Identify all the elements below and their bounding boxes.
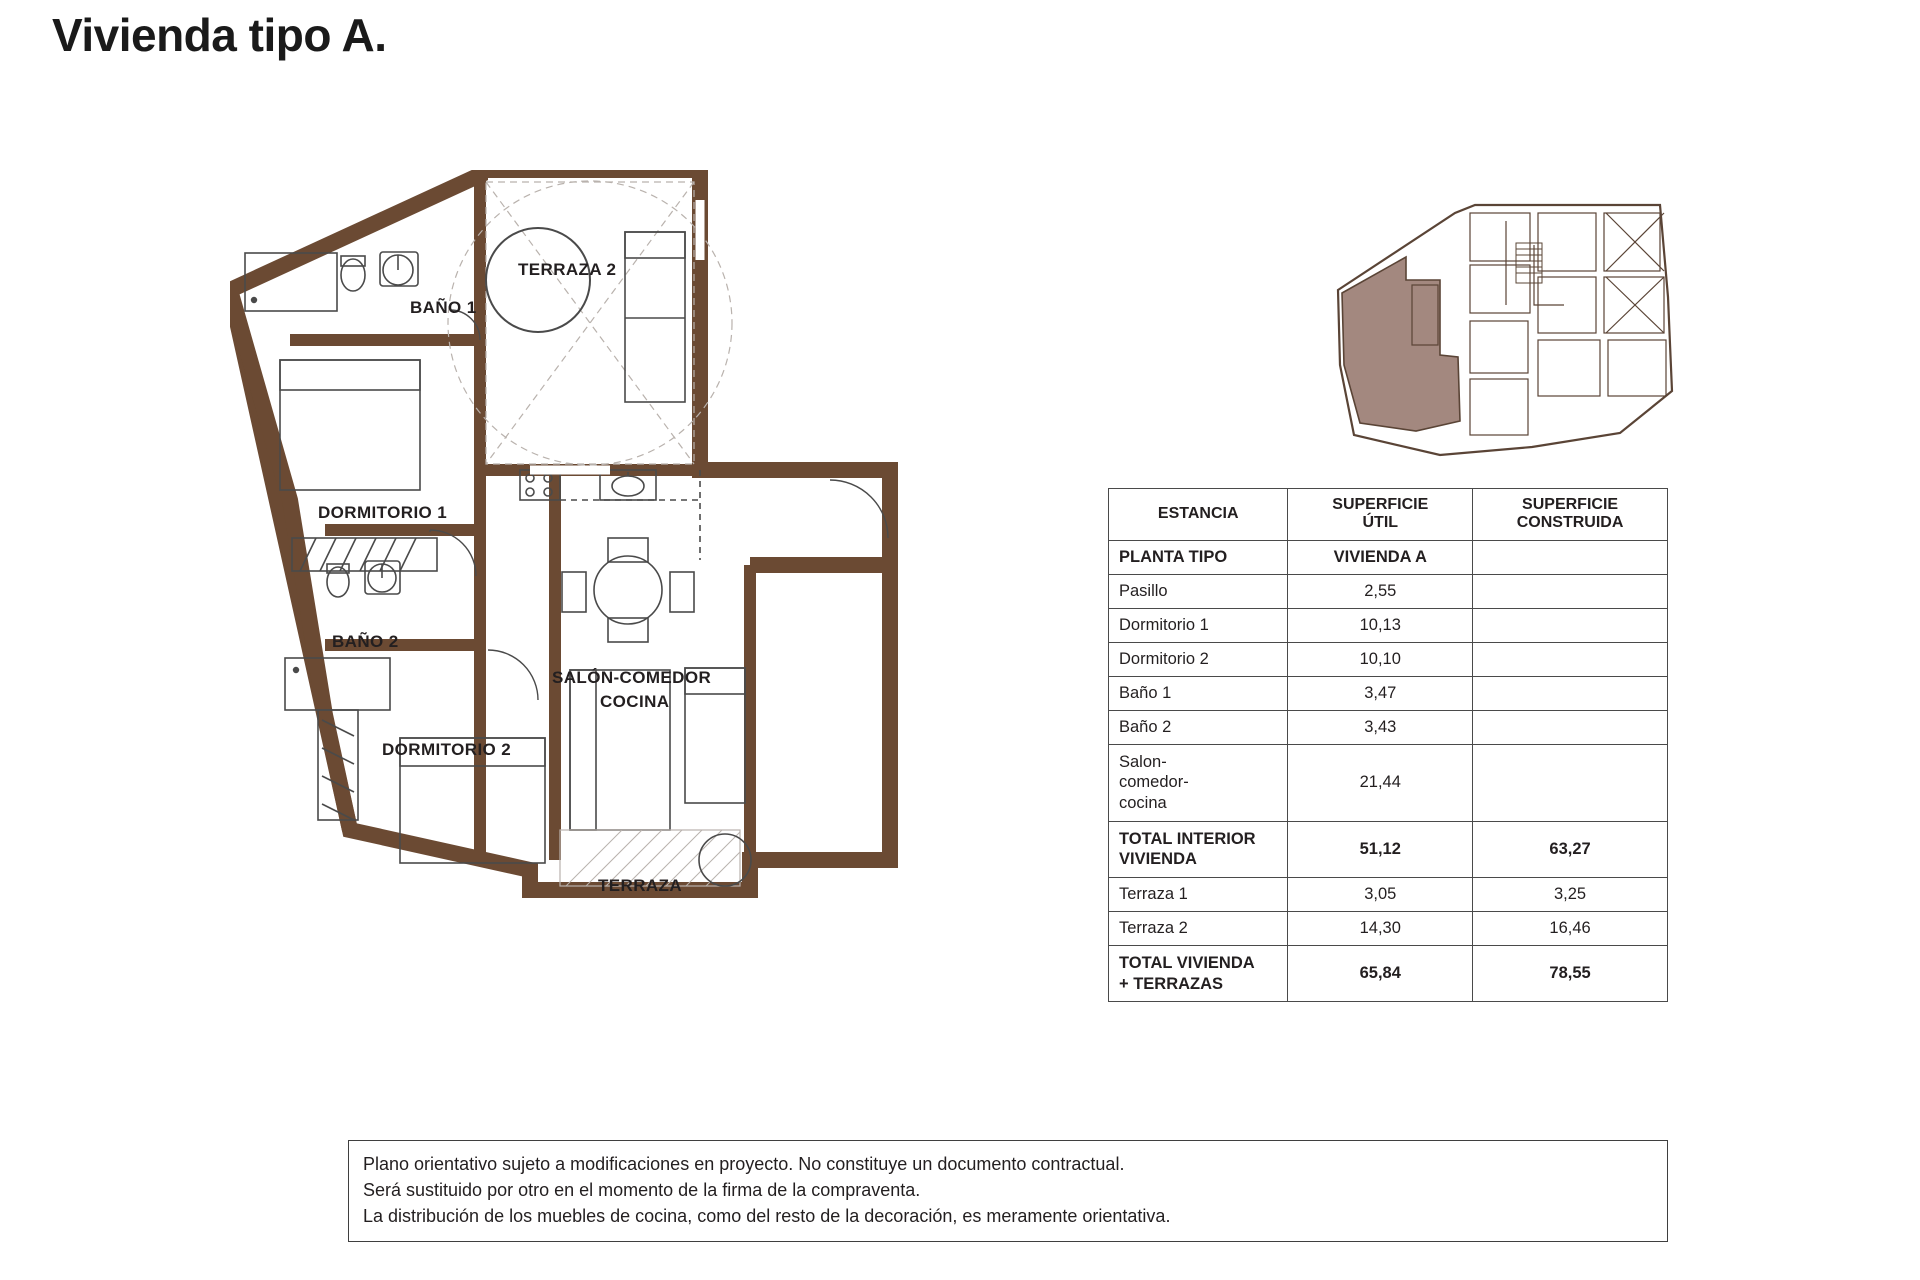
room-label-terraza-1: TERRAZA [598,876,683,895]
table-row [1109,642,1668,676]
table-row [1109,710,1668,744]
disclaimer-line-2: Será sustituido por otro en el momento de la firma de la compraventa. [363,1180,921,1201]
areas-table [1108,488,1668,1002]
key-site-plan [1320,185,1680,475]
dining-set-icon [562,538,694,642]
cell-superficie-util: 65,84 [1288,945,1473,1001]
cell-superficie-construida: 63,27 [1473,821,1668,877]
cell-superficie-construida: 78,55 [1473,945,1668,1001]
room-label-bano-1: BAÑO 1 [410,298,477,317]
cell-room-name: TOTAL VIVIENDA + TERRAZAS [1109,945,1288,1001]
table-header-row [1109,489,1668,541]
bano-1-fixtures [245,252,418,311]
cell-superficie-construida [1473,744,1668,821]
cell-room-name: Pasillo [1109,574,1288,608]
cell-superficie-construida [1473,574,1668,608]
cell-superficie-util: 3,47 [1288,676,1473,710]
cell-superficie-util: 10,13 [1288,608,1473,642]
terrace-sofa-icon [625,232,685,402]
cell-superficie-util: 2,55 [1288,574,1473,608]
room-label-bano-2: BAÑO 2 [332,632,399,651]
header-superficie-construida [1473,489,1668,541]
cell-room-name: Dormitorio 2 [1109,642,1288,676]
header-superficie-util [1288,489,1473,541]
disclaimer-line-1: Plano orientativo sujeto a modificaciones en proyecto. No constituye un documento contractual. [363,1154,1125,1174]
plan-doors [430,310,888,700]
page-title: Vivienda tipo A. [52,9,387,61]
table-row [1109,911,1668,945]
table-row [1109,945,1668,1001]
cell-superficie-util: 51,12 [1288,821,1473,877]
header-estancia: ESTANCIA [1109,489,1288,541]
table-row [1109,821,1668,877]
section-value: VIVIENDA A [1288,540,1473,574]
disclaimer-box [348,1140,1668,1242]
room-label-terraza-2: TERRAZA 2 [518,260,617,279]
cell-room-name: Salon- comedor- cocina [1109,744,1288,821]
table-row [1109,744,1668,821]
cell-superficie-util: 21,44 [1288,744,1473,821]
areas-table-wrapper [1108,488,1668,1002]
terrace-table-icon [486,228,590,332]
header-constr-line1: SUPERFICIE [1522,496,1619,513]
floor-plan-drawing [230,170,1130,970]
areas-table-body [1109,540,1668,1001]
terraza-2-area [448,181,732,465]
cocina-furniture [520,470,700,560]
cell-room-name: Terraza 2 [1109,911,1288,945]
section-empty [1473,540,1668,574]
cell-room-name: Terraza 1 [1109,877,1288,911]
cell-superficie-construida [1473,608,1668,642]
cell-superficie-util: 10,10 [1288,642,1473,676]
cell-room-name: Baño 1 [1109,676,1288,710]
table-row [1109,608,1668,642]
header-util-line1: SUPERFICIE [1332,496,1429,513]
section-label: PLANTA TIPO [1109,540,1288,574]
cell-superficie-construida: 3,25 [1473,877,1668,911]
keyplan-highlight-unit [1342,257,1460,431]
cell-superficie-construida: 16,46 [1473,911,1668,945]
header-constr-line2: CONSTRUIDA [1516,514,1624,532]
table-section-row [1109,540,1668,574]
cell-superficie-util: 3,05 [1288,877,1473,911]
disclaimer-line-3: La distribución de los muebles de cocina, como del resto de la decoración, es meramente orientativa. [363,1206,1171,1227]
room-label-cocina: COCINA [600,692,670,711]
table-row [1109,676,1668,710]
cell-superficie-util: 3,43 [1288,710,1473,744]
room-label-dormitorio-1: DORMITORIO 1 [318,503,448,522]
cell-superficie-construida [1473,710,1668,744]
table-row [1109,574,1668,608]
cell-superficie-util: 14,30 [1288,911,1473,945]
header-util-line2: ÚTIL [1362,514,1399,532]
cell-superficie-construida [1473,642,1668,676]
cell-room-name: Baño 2 [1109,710,1288,744]
cell-room-name: Dormitorio 1 [1109,608,1288,642]
cell-room-name: TOTAL INTERIOR VIVIENDA [1109,821,1288,877]
room-label-salon-comedor: SALÓN-COMEDOR [552,668,712,687]
room-label-dormitorio-2: DORMITORIO 2 [382,740,512,759]
table-row [1109,877,1668,911]
cell-superficie-construida [1473,676,1668,710]
